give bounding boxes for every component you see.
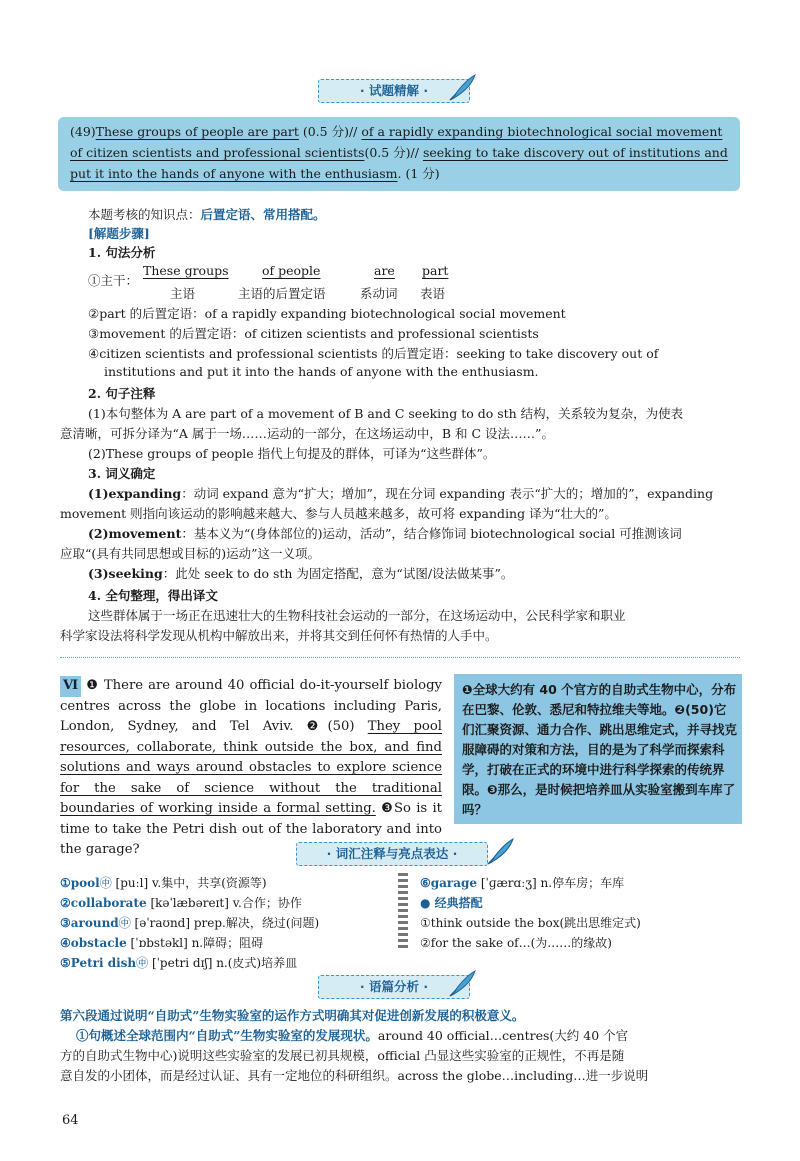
vocab-right — [420, 873, 641, 953]
analysis-line: institutions and put it into the hands of anyone with the enthusiasm. — [104, 364, 539, 379]
quill-icon — [448, 72, 478, 102]
word-line: 应取“(具有共同思想或目标的)运动”这一义项。 — [60, 546, 321, 561]
collocation-item: ②for the sake of…(为……的缘故) — [420, 936, 612, 950]
page-number: 64 — [62, 1113, 79, 1128]
vocab-item: ③around㊥ [əˈraʊnd] prep.解决，绕过(问题) — [60, 916, 320, 930]
trunk-subject: These groups — [143, 263, 229, 278]
role-subject: 主语 — [170, 286, 196, 301]
heading-translation: 4. 全句整理，得出译文 — [88, 588, 218, 603]
section-tag-question-analysis: · 试题精解 · — [318, 79, 470, 103]
divider-chain — [398, 873, 408, 951]
vocab-item: ⑤Petri dish㊥ [ˈpetri dɪʃ] n.(皮式)培养皿 — [60, 956, 298, 970]
analysis-line: ③movement 的后置定语：of citizen scientists and professional scientists — [88, 326, 539, 341]
vocab-item: ④obstacle [ˈɒbstəkl] n.障碍；阻碍 — [60, 936, 264, 950]
heading-word-meaning: 3. 词义确定 — [88, 466, 156, 481]
trunk-label: ①主干： — [88, 273, 139, 288]
vocab-item: ⑥garage [ˈɡærɑːʒ] n.停车房；车库 — [420, 876, 625, 890]
paragraph-six-translation: ❶全球大约有 40 个官方的自助式生物中心，分布在巴黎、伦敦、悉尼和特拉维夫等地。❷(50)它们汇聚资源、通力合作、跳出思维定式，并寻找克服障碍的对策和方法，目的是为了科学而探索科学，打破在正式的环境中进行科学探索的传统界限。❸那么，是时候把培养皿从实验室搬到车库了吗？ — [462, 682, 738, 817]
quill-icon — [486, 836, 516, 866]
analysis-line: ④citizen scientists and professional scientists 的后置定语：seeking to take discovery out of — [88, 346, 659, 361]
word-line-seeking: (3)seeking：此处 seek to do sth 为固定搭配，意为“试图/设法做某事”。 — [88, 566, 514, 581]
role-postmodifier: 主语的后置定语 — [238, 286, 326, 301]
paragraph-marker: Ⅵ — [60, 676, 81, 697]
paragraph-six: Ⅵ ❶ There are around 40 official do-it-yourself biology centres across the globe in locations including Paris, London, Sydney, and Tel Aviv. ❷(50) They pool resources, collaborate, think outside the box, and find solutions and ways around obstacles to explore science for the sake of science without the traditional boundaries of working inside a formal setting. ❸So is it time to take the Petri dish out of the laboratory and into the garage? — [60, 678, 443, 857]
quill-icon — [448, 968, 478, 998]
note-line: 意清晰，可拆分译为“A 属于一场……运动的一部分，在这场运动中，B 和 C 设法……”。 — [60, 426, 554, 441]
collocation-item: ①think outside the box(跳出思维定式) — [420, 916, 641, 930]
section-tag-discourse: · 语篇分析 · — [318, 975, 470, 999]
discourse-summary: 第六段通过说明“自助式”生物实验室的运作方式明确其对促进创新发展的积极意义。 — [60, 1008, 525, 1023]
trunk-predicative: part — [422, 263, 449, 278]
note-line: (2)These groups of people 指代上句提及的群体，可译为“这些群体”。 — [88, 446, 496, 461]
discourse-paragraph: ①句概述全球范围内“自助式”生物实验室的发展现状。around 40 official…centres(大约 40 个官 方的自助式生物中心)说明这些实验室的发展已初具规模，official 凸显这些实验室的正规性，不再是随 意自发的小团体，而是经过认证、具有一定地位的科研组织。across the globe…including…进一步说明 — [60, 1028, 649, 1083]
word-line-movement: (2)movement：基本义为“(身体部位的)运动，活动”，结合修饰词 biotechnological social 可推测该词 — [88, 526, 682, 541]
section-tag-vocabulary: · 词汇注释与亮点表达 · — [296, 842, 488, 866]
word-line-expanding: (1)expanding：动词 expand 意为“扩大；增加”，现在分词 expanding 表示“扩大的；增加的”，expanding — [88, 486, 714, 501]
translation-line: 科学家设法将科学发现从机构中解放出来，并将其交到任何怀有热情的人手中。 — [60, 628, 498, 643]
note-line: (1)本句整体为 A are part of a movement of B and C seeking to do sth 结构，关系较为复杂，为使表 — [88, 406, 684, 421]
trunk-postmodifier: of people — [262, 263, 321, 278]
question-sentence: (49)These groups of people are part (0.5 分)// of a rapidly expanding biotechnological social movement of citizen scientists and professional scientists(0.5 分)// seeking to take discovery out of institutions and put it into the hands of anyone with the enthusiasm. (1 分) — [70, 124, 728, 181]
collocation-heading: ● 经典搭配 — [420, 896, 483, 910]
knowledge-points: 本题考核的知识点：后置定语、常用搭配。 — [88, 207, 326, 222]
heading-syntax: 1. 句法分析 — [88, 245, 156, 260]
divider — [60, 657, 740, 658]
role-verb: 系动词 — [360, 286, 398, 301]
role-predicative: 表语 — [420, 286, 446, 301]
word-line: movement 则指向该运动的影响越来越大、参与人员越来越多，故可将 expanding 译为“壮大的”。 — [60, 506, 617, 521]
vocab-item: ①pool㊥ [puːl] v.集中，共享(资源等) — [60, 876, 267, 890]
vocab-item: ②collaborate [kəˈlæbəreɪt] v.合作；协作 — [60, 896, 302, 910]
steps-label: [解题步骤] — [88, 226, 150, 241]
translation-line: 这些群体属于一场正在迅速壮大的生物科技社会运动的一部分，在这场运动中，公民科学家和职业 — [88, 608, 626, 623]
heading-notes: 2. 句子注释 — [88, 386, 156, 401]
analysis-line: ②part 的后置定语：of a rapidly expanding biotechnological social movement — [88, 306, 566, 321]
vocab-list — [60, 873, 319, 973]
trunk-verb: are — [374, 263, 395, 278]
